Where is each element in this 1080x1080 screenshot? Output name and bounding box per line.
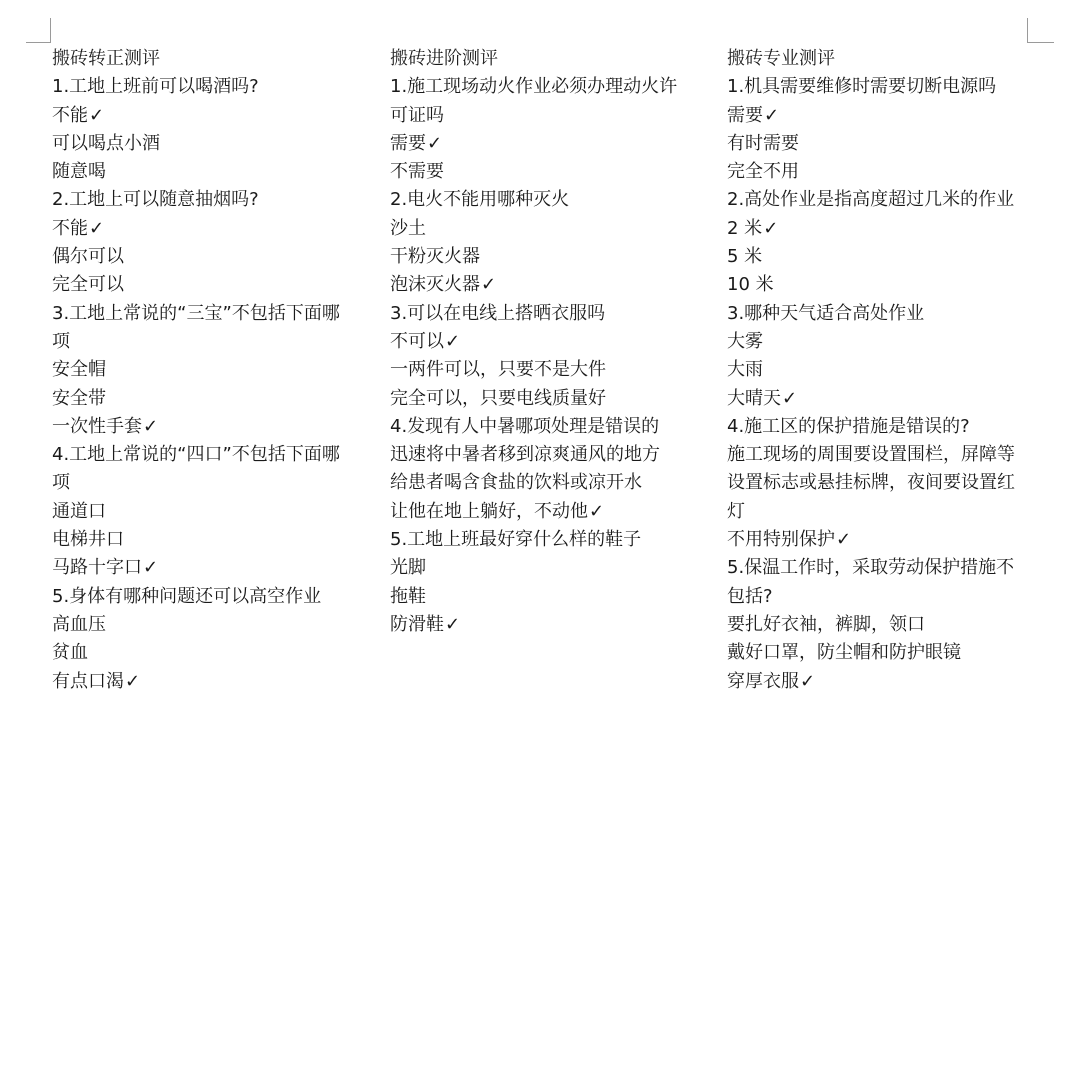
answer-option <box>52 385 352 413</box>
checkmark-icon: ✓ <box>445 330 461 352</box>
crop-mark-top-right <box>1027 18 1054 43</box>
answer-option <box>727 469 1027 526</box>
answer-option <box>390 130 690 158</box>
question-text: 1.机具需要维修时需要切断电源吗 <box>727 76 997 98</box>
answer-option-text: 光脚 <box>390 557 426 579</box>
checkmark-icon: ✓ <box>427 132 443 154</box>
answer-option-text: 电梯井口 <box>52 529 124 551</box>
answer-option-text: 10 米 <box>727 274 774 296</box>
answer-option <box>52 668 352 696</box>
column-title: 搬砖进阶测评 <box>390 48 498 69</box>
answer-option-text: 大晴天 <box>727 387 781 409</box>
answer-option <box>727 158 1027 186</box>
answer-option <box>390 158 690 186</box>
answer-option-text: 不能 <box>52 104 88 126</box>
answer-option <box>390 611 690 639</box>
question-text: 1.工地上班前可以喝酒吗? <box>52 76 259 98</box>
question-text: 3.工地上常说的“三宝”不包括下面哪项 <box>52 302 340 352</box>
answer-option-text: 设置标志或悬挂标牌，夜间要设置红灯 <box>727 472 1015 522</box>
answer-option <box>390 356 690 384</box>
answer-option-text: 完全可以，只要电线质量好 <box>390 387 606 409</box>
answer-option <box>52 611 352 639</box>
answer-option-text: 通道口 <box>52 500 106 522</box>
answer-option <box>390 554 690 582</box>
answer-option <box>727 668 1027 696</box>
question-text: 4.发现有人中暑哪项处理是错误的 <box>390 415 660 437</box>
checkmark-icon: ✓ <box>764 104 780 126</box>
answer-option-text: 大雾 <box>727 330 763 352</box>
answer-option <box>52 526 352 554</box>
answer-option <box>727 102 1027 130</box>
answer-option-text: 要扎好衣袖，裤脚，领口 <box>727 613 925 635</box>
checkmark-icon: ✓ <box>782 387 798 409</box>
answer-option-text: 不需要 <box>390 161 444 183</box>
answer-option-text: 贫血 <box>52 642 88 664</box>
answer-option <box>390 271 690 299</box>
checkmark-icon: ✓ <box>89 104 105 126</box>
answer-option-text: 有时需要 <box>727 132 799 154</box>
answer-option <box>52 413 352 441</box>
question-text: 4.施工区的保护措施是错误的? <box>727 415 970 437</box>
checkmark-icon: ✓ <box>836 529 852 551</box>
answer-option <box>727 385 1027 413</box>
answer-option-text: 穿厚衣服 <box>727 670 799 692</box>
question-text: 2.电火不能用哪种灭火 <box>390 189 570 211</box>
answer-option <box>727 328 1027 356</box>
answer-option-text: 安全带 <box>52 387 106 409</box>
answer-option <box>390 215 690 243</box>
answer-option-text: 施工现场的周围要设置围栏，屏障等 <box>727 444 1015 466</box>
answer-option <box>52 271 352 299</box>
answer-option-text: 完全不用 <box>727 161 799 183</box>
quiz-column-3 <box>727 45 1027 696</box>
answer-option-text: 可以喝点小酒 <box>52 132 160 154</box>
question-text: 5.保温工作时，采取劳动保护措施不包括? <box>727 557 1015 607</box>
answer-option <box>390 328 690 356</box>
answer-option-text: 安全帽 <box>52 359 106 381</box>
answer-option-text: 5 米 <box>727 246 763 268</box>
answer-option <box>727 611 1027 639</box>
answer-option-text: 需要 <box>390 132 426 154</box>
checkmark-icon: ✓ <box>445 613 461 635</box>
answer-option-text: 完全可以 <box>52 274 124 296</box>
answer-option <box>727 441 1027 469</box>
answer-option-text: 不能 <box>52 217 88 239</box>
checkmark-icon: ✓ <box>800 670 816 692</box>
checkmark-icon: ✓ <box>143 415 159 437</box>
checkmark-icon: ✓ <box>763 217 779 239</box>
answer-option-text: 不用特别保护 <box>727 529 835 551</box>
answer-option <box>52 554 352 582</box>
answer-option <box>390 243 690 271</box>
answer-option-text: 大雨 <box>727 359 763 381</box>
answer-option <box>727 130 1027 158</box>
answer-option-text: 给患者喝含食盐的饮料或凉开水 <box>390 472 642 494</box>
answer-option-text: 2 米 <box>727 217 763 239</box>
checkmark-icon: ✓ <box>125 670 141 692</box>
question-text: 2.高处作业是指高度超过几米的作业 <box>727 189 1015 211</box>
answer-option <box>727 526 1027 554</box>
answer-option <box>390 583 690 611</box>
checkmark-icon: ✓ <box>481 274 497 296</box>
answer-option <box>727 243 1027 271</box>
question-text: 2.工地上可以随意抽烟吗? <box>52 189 259 211</box>
answer-option <box>52 498 352 526</box>
column-title: 搬砖专业测评 <box>727 48 835 69</box>
column-title: 搬砖转正测评 <box>52 48 160 69</box>
answer-option-text: 拖鞋 <box>390 585 426 607</box>
answer-option <box>52 102 352 130</box>
checkmark-icon: ✓ <box>89 217 105 239</box>
answer-option-text: 一次性手套 <box>52 415 142 437</box>
answer-option <box>727 356 1027 384</box>
answer-option-text: 泡沫灭火器 <box>390 274 480 296</box>
answer-option <box>52 356 352 384</box>
question-text: 5.身体有哪种问题还可以高空作业 <box>52 585 322 607</box>
answer-option-text: 不可以 <box>390 330 444 352</box>
answer-option <box>52 639 352 667</box>
answer-option <box>390 498 690 526</box>
question-text: 4.工地上常说的“四口”不包括下面哪项 <box>52 444 340 494</box>
answer-option-text: 马路十字口 <box>52 557 142 579</box>
checkmark-icon: ✓ <box>143 557 159 579</box>
answer-option <box>727 215 1027 243</box>
answer-option-text: 沙土 <box>390 217 426 239</box>
answer-option <box>390 385 690 413</box>
answer-option-text: 干粉灭火器 <box>390 246 480 268</box>
answer-option-text: 高血压 <box>52 613 106 635</box>
answer-option-text: 让他在地上躺好，不动他 <box>390 500 588 522</box>
answer-option <box>52 243 352 271</box>
question-text: 1.施工现场动火作业必须办理动火许可证吗 <box>390 76 678 126</box>
answer-option <box>52 158 352 186</box>
answer-option <box>727 271 1027 299</box>
checkmark-icon: ✓ <box>589 500 605 522</box>
answer-option-text: 随意喝 <box>52 161 106 183</box>
crop-mark-top-left <box>26 18 51 43</box>
answer-option-text: 偶尔可以 <box>52 246 124 268</box>
question-text: 3.哪种天气适合高处作业 <box>727 302 925 324</box>
answer-option-text: 戴好口罩，防尘帽和防护眼镜 <box>727 642 961 664</box>
quiz-column-1 <box>52 45 352 696</box>
answer-option-text: 需要 <box>727 104 763 126</box>
quiz-column-2 <box>390 45 690 639</box>
question-text: 3.可以在电线上搭晒衣服吗 <box>390 302 606 324</box>
question-text: 5.工地上班最好穿什么样的鞋子 <box>390 529 642 551</box>
answer-option-text: 有点口渴 <box>52 670 124 692</box>
answer-option <box>52 130 352 158</box>
answer-option <box>390 469 690 497</box>
answer-option-text: 一两件可以，只要不是大件 <box>390 359 606 381</box>
answer-option <box>52 215 352 243</box>
answer-option-text: 迅速将中暑者移到凉爽通风的地方 <box>390 444 660 466</box>
answer-option <box>390 441 690 469</box>
answer-option-text: 防滑鞋 <box>390 613 444 635</box>
answer-option <box>727 639 1027 667</box>
